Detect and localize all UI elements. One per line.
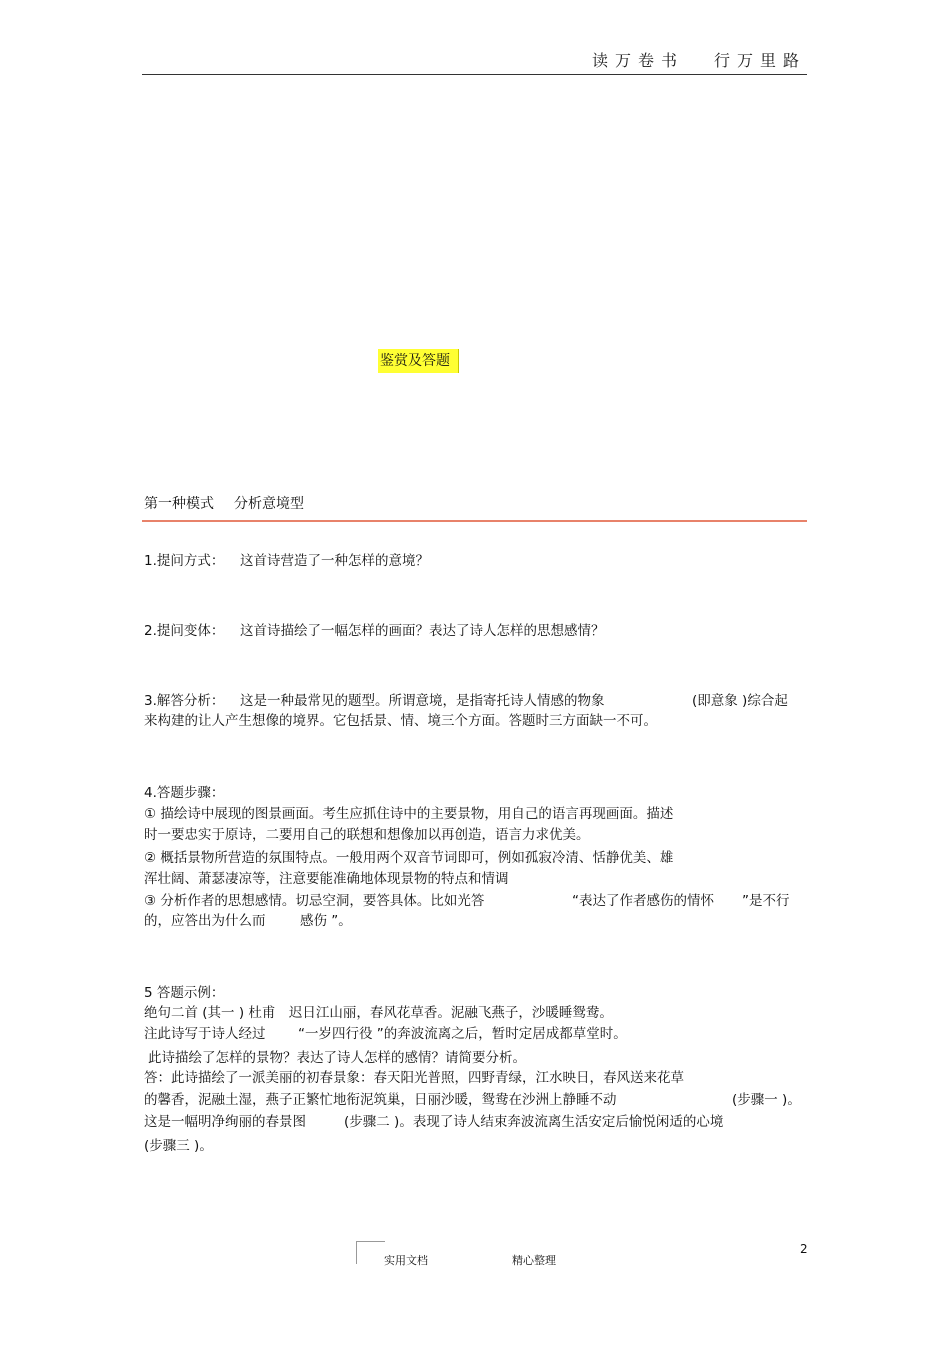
q3-label: 3.解答分析： — [144, 693, 225, 709]
section-title — [144, 493, 304, 513]
q5-answer-line-3a: 这是一幅明净绚丽的春景图 — [144, 1114, 306, 1130]
q3-line1a: 这是一种最常见的题型。所谓意境，是指寄托诗人情感的物象 — [240, 693, 605, 709]
q5-answer-line-2a: 的馨香，泥融土湿，燕子正繁忙地衔泥筑巢，日丽沙暖，鸳鸯在沙洲上静睡不动 — [144, 1092, 617, 1108]
q5-question: 此诗描绘了怎样的景物？表达了诗人怎样的感情？请简要分析。 — [148, 1050, 526, 1066]
q3-line2: 来构建的让人产生想像的境界。它包括景、情、境三个方面。答题时三方面缺一不可。 — [144, 713, 657, 729]
header-divider — [142, 74, 807, 75]
q5-answer-line-4: (步骤三 )。 — [144, 1138, 213, 1154]
q4-label: 4.答题步骤： — [144, 785, 225, 801]
q5-note-a: 注此诗写于诗人经过 — [144, 1026, 266, 1042]
q4-line-6b: 感伤 ”。 — [300, 913, 352, 929]
q4-line-2: 时一要忠实于原诗，二要用自己的联想和想像加以再创造，语言力求优美。 — [144, 827, 590, 843]
q5-answer-line-2b: (步骤一 )。 — [732, 1092, 801, 1108]
q4-line-3: ② 概括景物所营造的氛围特点。一般用两个双音节词即可，例如孤寂冷清、恬静优美、雄 — [144, 850, 674, 866]
q4-line-5b: “表达了作者感伤的情怀 — [572, 893, 714, 909]
q3-line1b: (即意象 )综合起 — [692, 693, 788, 709]
q1-text: 这首诗营造了一种怎样的意境？ — [240, 553, 429, 569]
footer-box — [356, 1241, 385, 1264]
q4-line-5a: ③ 分析作者的思想感情。切忌空洞，要答具体。比如光答 — [144, 893, 485, 909]
header-right-text: 行万里路 — [713, 51, 806, 70]
header-left-text: 读万卷书 — [591, 51, 684, 70]
q1-label: 1.提问方式： — [144, 553, 225, 569]
q2-label: 2.提问变体： — [144, 623, 225, 639]
footer-right-text: 精心整理 — [512, 1254, 556, 1267]
footer-left-text: 实用文档 — [384, 1254, 428, 1267]
q5-poem: 绝句二首 (其一 ) 杜甫 迟日江山丽，春风花草香。泥融飞燕子，沙暖睡鸳鸯。 — [144, 1005, 613, 1021]
q2-text: 这首诗描绘了一幅怎样的画面？表达了诗人怎样的思想感情？ — [240, 623, 605, 639]
q5-answer-line-3b: (步骤二 )。表现了诗人结束奔波流离生活安定后愉悦闲适的心境 — [344, 1114, 724, 1130]
q4-line-1: ① 描绘诗中展现的图景画面。考生应抓住诗中的主要景物，用自己的语言再现画面。描述 — [144, 806, 674, 822]
q4-line-6a: 的，应答出为什么而 — [144, 913, 266, 929]
q5-note-b: “一岁四行役 ”的奔波流离之后，暂时定居成都草堂时。 — [298, 1026, 627, 1042]
q4-line-5c: ”是不行 — [742, 893, 790, 909]
section-title-part1: 第一种模式 — [144, 496, 214, 512]
section-divider — [142, 520, 807, 522]
page-header — [592, 48, 806, 71]
q5-label: 5 答题示例： — [144, 985, 225, 1001]
section-title-part2: 分析意境型 — [234, 496, 304, 512]
q4-line-4: 浑壮阔、萧瑟凄凉等，注意要能准确地体现景物的特点和情调 — [144, 871, 509, 887]
document-title: 鉴赏及答题 — [378, 349, 459, 373]
page-number: 2 — [800, 1242, 808, 1256]
q5-answer-line-1: 答：此诗描绘了一派美丽的初春景象：春天阳光普照，四野青绿，江水映日，春风送来花草 — [144, 1070, 684, 1086]
